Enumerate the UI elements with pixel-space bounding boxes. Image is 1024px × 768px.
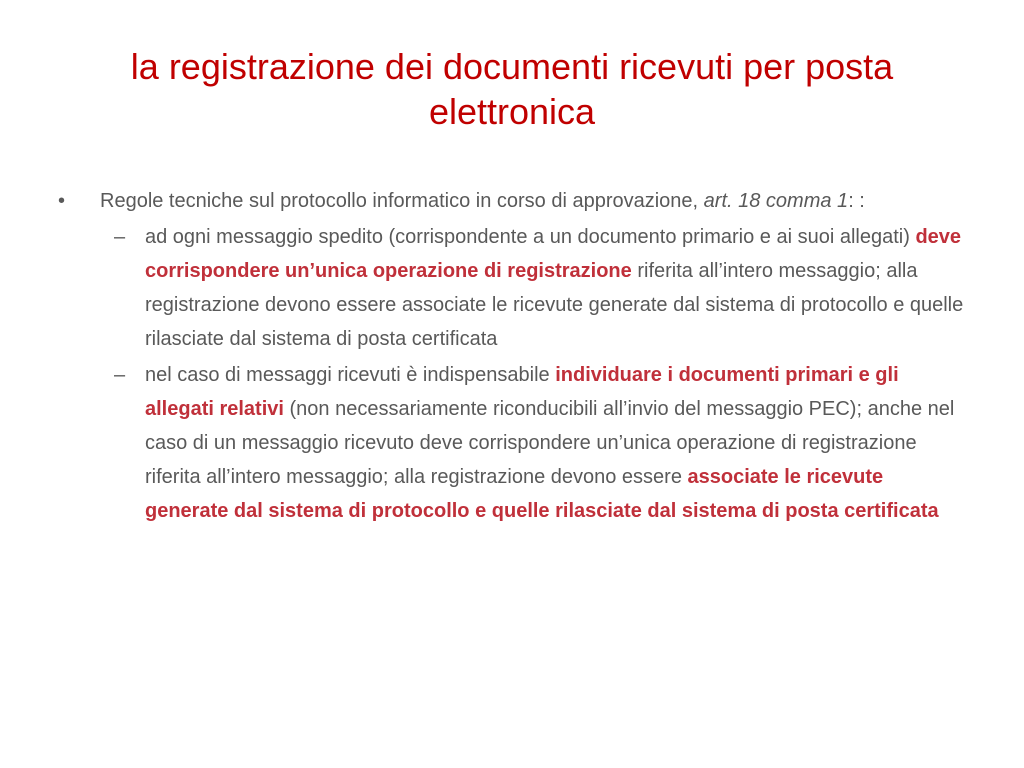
sub-bullet-text: (non necessariamente riconducibili all’invio del messaggio PEC); anche nel caso di un messaggio ricevuto deve corrispondere un’unica operazione di registrazione riferita all’intero messaggio; alla registrazione devono essere (145, 398, 955, 488)
dash-marker: – (114, 226, 126, 248)
sub-bullet-text: nel caso di messaggi ricevuti è indispensabile (145, 364, 556, 386)
highlighted-text: individuare i documenti primari e gli allegati relativi (145, 364, 899, 420)
sub-bullet-text: ad ogni messaggio spedito (corrispondente a un documento primario e ai suoi allegati) (145, 226, 916, 248)
bullet-item (58, 185, 968, 218)
bullet-text: Regole tecniche sul protocollo informatico in corso di approvazione, (100, 190, 704, 212)
sub-bullet-list (58, 220, 968, 528)
slide-body (58, 185, 968, 528)
sub-bullet-item (58, 220, 968, 356)
sub-bullet-text: riferita all’intero messaggio; alla registrazione devono essere associate le ricevute generate dal sistema di protocollo e quelle rilasciate dal sistema di posta certificata (145, 260, 964, 350)
sub-bullet-item (58, 358, 968, 528)
highlighted-text: associate le ricevute generate dal sistema di protocollo e quelle rilasciate dal sistema di posta certificata (145, 466, 939, 522)
bullet-marker: • (58, 190, 66, 212)
slide-title: la registrazione dei documenti ricevuti per posta elettronica (130, 46, 894, 132)
bullet-text: : : (848, 190, 865, 212)
highlighted-text: deve corrispondere un’unica operazione di registrazione (145, 226, 962, 282)
bullet-text-italic: art. 18 comma 1 (703, 190, 849, 212)
dash-marker: – (114, 364, 126, 386)
